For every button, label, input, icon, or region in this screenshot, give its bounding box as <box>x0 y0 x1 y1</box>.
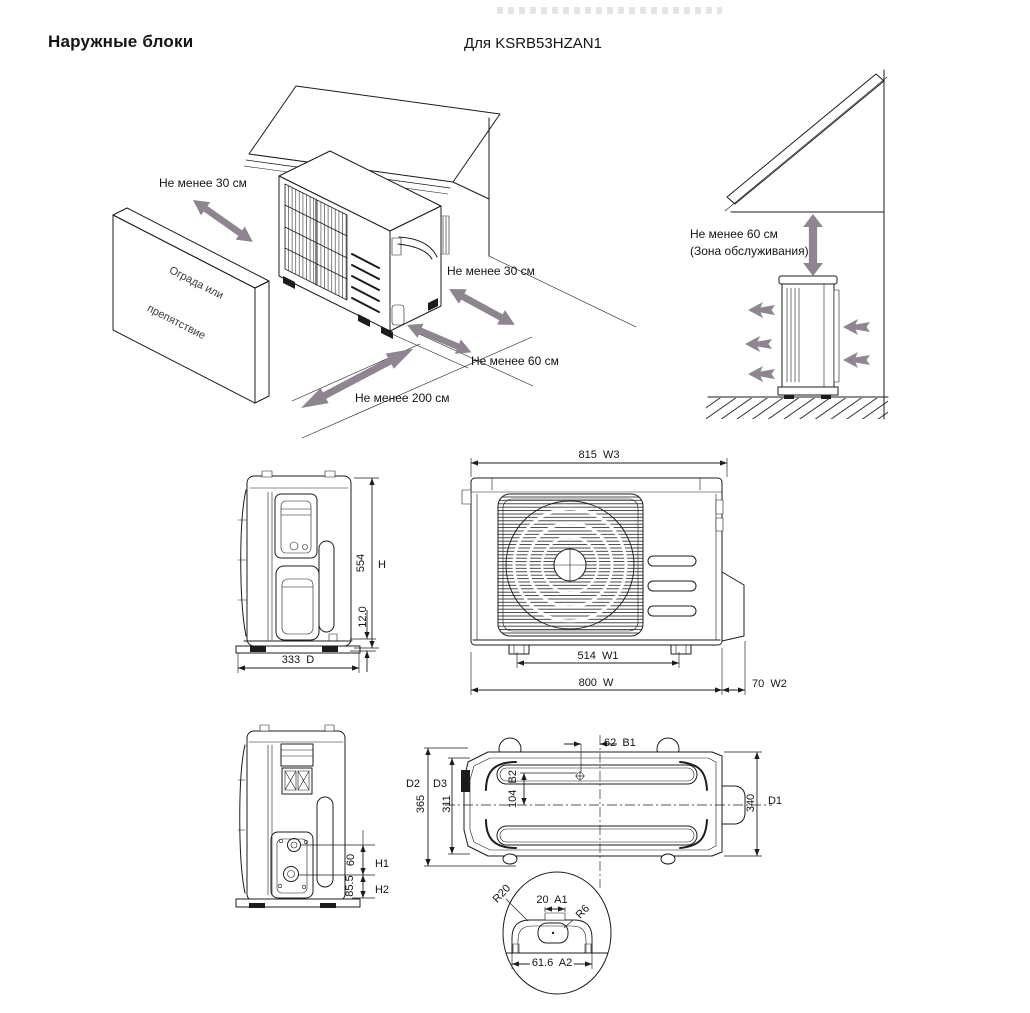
dim-D3: D3 <box>432 777 448 790</box>
dim-85-5: 85.5 <box>343 875 356 897</box>
dim-12: 12.0 <box>356 606 369 628</box>
dim-340: 340 <box>744 793 757 813</box>
clearance-label-front: Не менее 60 см <box>471 354 559 368</box>
clearance-label-side: Не менее 30 см <box>447 264 535 278</box>
service-unit <box>778 276 839 399</box>
obstacle-label: Ограда или препятствие <box>144 264 226 343</box>
dim-R20: R20 <box>490 882 514 906</box>
model-label: Для KSRB53HZAN1 <box>464 35 602 52</box>
outdoor-unit-isometric <box>279 151 441 339</box>
clearance-label-back: Не менее 30 см <box>159 176 247 190</box>
dim-60: 60 <box>344 853 357 867</box>
dim-H1: H1 <box>374 857 390 870</box>
clearance-label-obstacle-distance: Не менее 200 см <box>355 391 450 405</box>
dim-61-6-A2: 61.6 A2 <box>531 956 573 969</box>
dim-365: 365 <box>414 794 427 814</box>
dim-514-W1: 514 W1 <box>577 649 619 662</box>
dim-800-W: 800 W <box>578 676 614 689</box>
dim-D2: D2 <box>405 777 421 790</box>
dim-H2: H2 <box>374 883 390 896</box>
ground-hatch <box>706 398 888 419</box>
dim-H: H <box>378 558 386 571</box>
detail-view <box>503 872 611 994</box>
page-title: Наружные блоки <box>48 32 194 51</box>
dim-815-W3: 815 W3 <box>578 448 620 461</box>
dim-R6: R6 <box>573 902 593 922</box>
dim-70-W2: 70 W2 <box>752 678 787 690</box>
service-label-line1: Не менее 60 см <box>690 227 778 241</box>
dim-20-A1: 20 A1 <box>536 893 568 906</box>
service-label-line2: (Зона обслуживания) <box>690 244 809 258</box>
top-view-drawing <box>424 735 772 888</box>
roof-beam <box>727 74 884 204</box>
dim-104-B2: 104 B2 <box>506 770 519 808</box>
dim-311: 311 <box>440 795 453 813</box>
dim-62-B1: 62 B1 <box>604 737 636 749</box>
dim-333-D: 333 D <box>281 653 315 666</box>
dim-D1: D1 <box>767 794 783 807</box>
dim-554: 554 <box>354 553 367 573</box>
